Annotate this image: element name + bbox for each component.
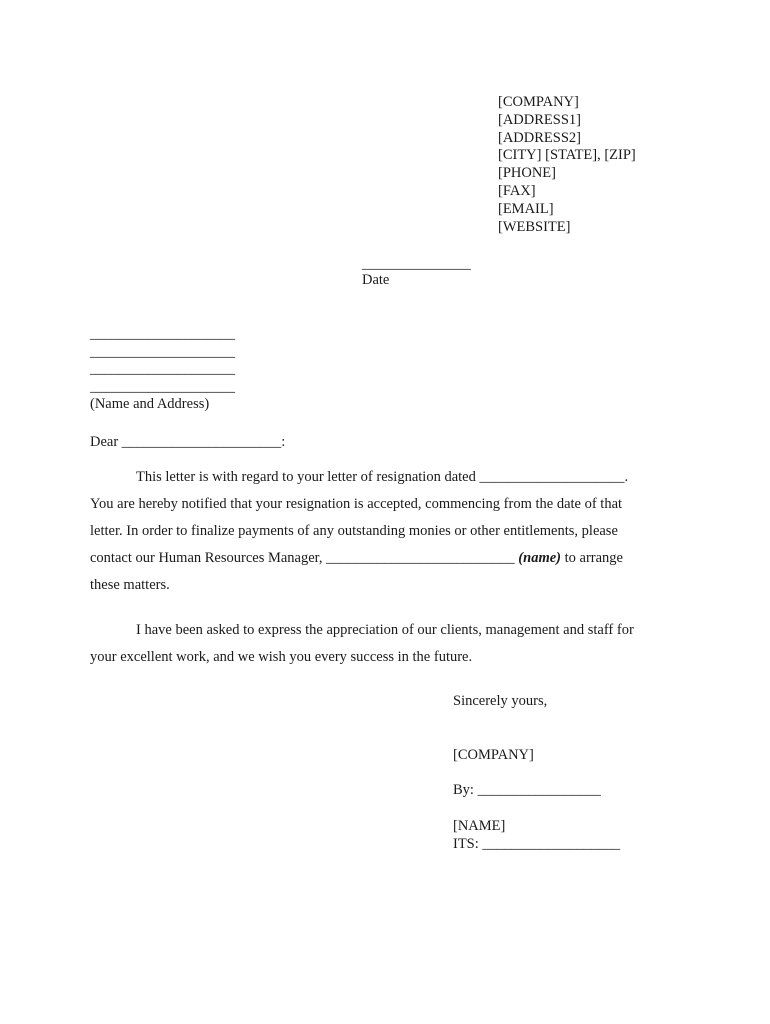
sender-fax: [FAX] [498, 182, 536, 199]
date-blank-line: _______________ [362, 256, 471, 272]
sender-email: [EMAIL] [498, 200, 554, 217]
recipient-block [90, 326, 235, 414]
sender-website: [WEBSITE] [498, 218, 571, 235]
signer-name: [NAME] [453, 818, 506, 834]
signature-by-line: By: _________________ [453, 782, 601, 798]
paragraph-line: these matters. [90, 577, 170, 593]
date-label: Date [362, 272, 390, 288]
valediction: Sincerely yours, [453, 693, 548, 709]
body-paragraph-2 [90, 617, 670, 671]
recipient-label: (Name and Address) [90, 396, 210, 412]
paragraph-text: contact our Human Resources Manager, __________________________ [90, 550, 519, 566]
date-block [362, 256, 471, 288]
paragraph-line [90, 545, 670, 572]
paragraph-text: to arrange [560, 550, 623, 566]
paragraph-line: I have been asked to express the appreciation of our clients, management and staff for [136, 622, 634, 638]
sender-address1: [ADDRESS1] [498, 111, 581, 128]
salutation: Dear ______________________: [90, 434, 286, 450]
sender-address-block [498, 94, 636, 236]
paragraph-line: You are hereby notified that your resignation is accepted, commencing from the date of that [90, 496, 623, 512]
sender-address2: [ADDRESS2] [498, 129, 581, 146]
sender-company: [COMPANY] [498, 94, 579, 110]
paragraph-line: letter. In order to finalize payments of any outstanding monies or other entitlements, please [90, 523, 618, 539]
body-paragraph-1 [90, 464, 670, 599]
closing-company: [COMPANY] [453, 747, 534, 763]
sender-phone: [PHONE] [498, 165, 556, 182]
name-placeholder-emphasis: (name) [518, 550, 561, 566]
recipient-blank-line: ____________________ [90, 326, 235, 342]
recipient-blank-line: ____________________ [90, 361, 235, 377]
recipient-blank-line: ____________________ [90, 378, 235, 395]
paragraph-line: This letter is with regard to your letter of resignation dated ____________________. [136, 469, 629, 485]
recipient-blank-line: ____________________ [90, 343, 235, 360]
signer-title-line: ITS: ___________________ [453, 836, 621, 852]
sender-city-state-zip: [CITY] [STATE], [ZIP] [498, 147, 636, 164]
paragraph-line: your excellent work, and we wish you every success in the future. [90, 649, 473, 665]
